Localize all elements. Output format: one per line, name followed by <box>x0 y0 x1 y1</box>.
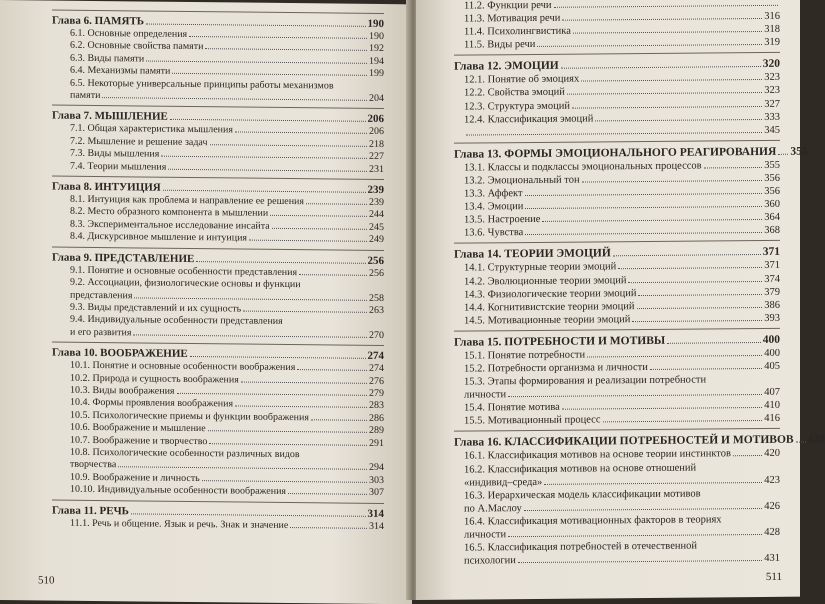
chapter-heading-page: 314 <box>367 507 384 520</box>
toc-entry-page: 323 <box>764 72 780 84</box>
toc-entry-title: 8.2. Место образного компонента в мышлении <box>70 206 269 220</box>
chapter-rule <box>454 428 780 432</box>
chapter-heading-title: Глава 11. РЕЧЬ <box>52 504 129 517</box>
dot-leader <box>562 18 762 21</box>
dot-leader <box>628 280 762 282</box>
toc-entry-title: 15.5. Мотивационный процесс <box>464 414 601 427</box>
toc-entry-title: 6.5. Некоторые универсальные принципы работы механизмов <box>70 77 334 92</box>
dot-leader <box>567 92 762 95</box>
chapter-heading-title: Глава 6. ПАМЯТЬ <box>52 14 145 28</box>
toc-entry-title: 11.4. Психолингвистика <box>464 25 571 38</box>
toc-entry-title: 14.3. Физиологические теории эмоций <box>464 287 637 301</box>
toc-entry-title: 13.2. Эмоциональный тон <box>464 174 580 187</box>
dot-leader <box>778 154 788 155</box>
toc-entry <box>464 36 780 52</box>
toc-entry <box>70 160 384 176</box>
toc-entry-title: 7.3. Виды мышления <box>70 147 160 160</box>
dot-leader <box>241 381 367 383</box>
toc-entry-page: 307 <box>369 487 384 499</box>
toc-entry-title: 9.1. Понятие и основные особенности представления <box>70 264 298 278</box>
toc-entry-title: личности <box>464 529 507 541</box>
toc-entry-page: 371 <box>764 260 780 272</box>
toc-entry-page: 263 <box>369 304 384 316</box>
toc-entry-page: 407 <box>764 386 780 399</box>
dot-leader <box>249 240 367 242</box>
toc-entry <box>464 412 780 428</box>
dot-leader <box>796 442 806 443</box>
toc-entry-title: 10.5. Психологические приемы и функции воображения <box>70 409 309 423</box>
toc-entry-title: 16.4. Классификация мотивационных факторов в теориях <box>464 514 722 528</box>
chapter-rule <box>52 499 384 503</box>
dot-leader <box>306 203 367 205</box>
toc-entry-page: 379 <box>764 286 780 298</box>
toc-entry-title: 8.3. Экспериментальное исследование инсайта <box>70 218 270 232</box>
toc-entry-page: 318 <box>764 24 780 36</box>
toc-entry-title: 10.9. Воображение и личность <box>70 471 200 484</box>
chapter-heading-title: Глава 9. ПРЕДСТАВЛЕНИЕ <box>52 251 195 265</box>
toc-entry-page: 423 <box>764 474 780 486</box>
toc-entry-title: 14.1. Структурные теории эмоций <box>464 261 617 274</box>
toc-entry-page: 276 <box>369 375 384 387</box>
toc-entry-title: 11.1. Речь и общение. Язык и речь. Знак и значение <box>70 517 289 531</box>
toc-entry-title: «индивид–среда» <box>464 476 543 489</box>
dot-leader <box>272 228 367 230</box>
toc-entry-title: 15.2. Потребности организма и личности <box>464 361 648 375</box>
toc-entry-page: 327 <box>764 98 780 110</box>
toc-entry-page: 249 <box>369 234 384 246</box>
chapter-heading-page: 355 <box>790 145 808 158</box>
chapter-rule <box>454 240 780 244</box>
dot-leader <box>235 406 367 408</box>
toc-entry-title: 9.3. Виды представлений и их сущность <box>70 301 242 315</box>
dot-leader <box>613 254 761 256</box>
dot-leader <box>572 106 762 109</box>
toc-entry-page: 283 <box>369 400 384 412</box>
toc-entry-title: и его развития <box>70 326 132 339</box>
chapter-rule <box>454 328 780 332</box>
toc-entry-page: 303 <box>369 474 384 486</box>
chapter-heading-title: Глава 10. ВООБРАЖЕНИЕ <box>52 346 188 361</box>
toc-entry-title: 9.4. Индивидуальные особенности представления <box>70 314 283 328</box>
toc-entry-title: 7.2. Мышление и решение задач <box>70 135 208 149</box>
dot-leader <box>270 215 367 217</box>
dot-leader <box>733 455 762 456</box>
left-page <box>0 0 412 604</box>
toc-entry-page: 194 <box>369 55 384 67</box>
toc-entry-title: 10.4. Формы проявления воображения <box>70 397 234 410</box>
chapter-heading-page: 274 <box>367 349 384 363</box>
toc-entry-page: 368 <box>764 225 780 237</box>
toc-entry-title: 15.1. Понятие потребности <box>464 349 586 362</box>
toc-entry-page: 416 <box>764 413 780 425</box>
dot-leader <box>544 482 762 485</box>
toc-entry-title: 12.1. Понятие об эмоциях <box>464 73 580 86</box>
chapter-rule <box>454 140 780 144</box>
toc-entry-title: 11.2. Функции речи <box>464 0 552 12</box>
chapter-rule <box>52 342 384 346</box>
dot-leader <box>133 334 367 337</box>
chapter-heading-page: 239 <box>367 183 384 197</box>
toc-entry-title: 13.3. Аффект <box>464 188 523 200</box>
chapter-rule <box>454 52 780 56</box>
toc-entry <box>464 312 780 328</box>
chapter-heading-title: Глава 14. ТЕОРИИ ЭМОЦИЙ <box>454 247 611 262</box>
dot-leader <box>208 430 367 433</box>
toc-entry-title: 11.3. Мотивация речи <box>464 12 561 25</box>
toc-entry-page: 192 <box>369 43 384 55</box>
dot-leader <box>582 180 763 183</box>
dot-leader <box>189 36 367 39</box>
chapter-rule <box>52 10 384 14</box>
left-page-number: 510 <box>38 574 55 587</box>
toc-entry-page: 279 <box>369 387 384 399</box>
dot-leader <box>542 219 762 222</box>
dot-leader <box>704 167 763 169</box>
dot-leader <box>650 368 762 370</box>
toc-entry-title: по А.Маслоу <box>464 502 522 515</box>
toc-entry-page: 400 <box>764 347 780 359</box>
dot-leader <box>524 508 763 511</box>
dot-leader <box>537 44 762 47</box>
chapter-heading-page: 371 <box>762 246 780 259</box>
toc-entry-title: 14.5. Мотивационные теории эмоций <box>464 313 631 327</box>
dot-leader <box>131 513 366 516</box>
chapter-heading-title: Глава 7. МЫШЛЕНИЕ <box>52 109 168 124</box>
dot-leader <box>637 307 763 309</box>
dot-leader <box>177 393 367 396</box>
dot-leader <box>134 297 367 300</box>
dot-leader <box>618 267 762 269</box>
dot-leader <box>595 119 762 121</box>
toc-entry-title: 16.2. Классификация мотивов на основе отношений <box>464 462 697 476</box>
toc-entry-title: 15.4. Понятие мотива <box>464 401 560 414</box>
left-toc <box>0 6 412 533</box>
toc-entry-page: 270 <box>369 329 384 341</box>
chapter-heading-title: Глава 16. КЛАССИФИКАЦИИ ПОТРЕБНОСТЕЙ И МОТИВОВ <box>454 434 794 450</box>
chapter-heading-page: 400 <box>762 333 780 346</box>
toc-entry-page: 333 <box>764 111 780 123</box>
toc-entry-page: 291 <box>369 437 384 449</box>
toc-entry-title: 7.4. Теории мышления <box>70 160 167 173</box>
toc-entry-page: 204 <box>369 92 384 105</box>
dot-leader <box>587 355 762 358</box>
toc-entry-title: 13.1. Классы и подклассы эмоциональных процессов <box>464 160 702 174</box>
dot-leader <box>561 66 761 69</box>
right-toc <box>416 0 825 568</box>
chapter-rule <box>52 246 384 250</box>
toc-entry-title: памяти <box>70 89 101 102</box>
toc-entry-page: 323 <box>764 85 780 97</box>
chapter-heading-title: Глава 13. ФОРМЫ ЭМОЦИОНАЛЬНОГО РЕАГИРОВАНИЯ <box>454 145 777 161</box>
toc-entry-page: 426 <box>764 500 780 512</box>
dot-leader <box>667 342 761 344</box>
dot-leader <box>202 480 367 483</box>
toc-entry-title: 16.1. Классификация мотивов на основе теории инстинктов <box>464 448 731 463</box>
chapter-rule <box>52 176 384 180</box>
toc-entry-page: 274 <box>369 362 384 375</box>
toc-entry <box>70 326 384 342</box>
dot-leader <box>196 261 365 264</box>
toc-entry-page: 231 <box>369 163 384 175</box>
toc-entry-page: 356 <box>764 172 780 184</box>
toc-entry-title: 10.2. Природа и сущность воображения <box>70 372 239 386</box>
toc-entry-page: 245 <box>369 221 384 233</box>
dot-leader <box>172 73 367 76</box>
dot-leader <box>290 527 367 529</box>
toc-entry-title: творчества <box>70 459 117 471</box>
toc-entry <box>70 231 384 247</box>
toc-entry <box>464 224 780 240</box>
toc-entry-page: 286 <box>369 412 384 424</box>
toc-entry-page: 393 <box>764 312 780 324</box>
chapter-heading-page: 256 <box>367 254 384 267</box>
toc-entry-page: 218 <box>369 138 384 150</box>
toc-entry-page: 206 <box>369 126 384 138</box>
dot-leader <box>288 493 367 495</box>
dot-leader <box>297 369 367 371</box>
toc-entry-title: 10.7. Воображение и творчество <box>70 434 208 447</box>
toc-entry-page: 405 <box>764 360 780 372</box>
dot-leader <box>168 168 367 171</box>
toc-entry-title: 6.3. Виды памяти <box>70 52 145 65</box>
dot-leader <box>118 467 367 471</box>
chapter-heading-page: 420 <box>807 433 825 447</box>
toc-entry-page: 355 <box>764 159 780 171</box>
toc-entry-title: 9.2. Ассоциации, физиологические основы и функции <box>70 276 301 291</box>
dot-leader <box>508 394 762 397</box>
chapter-heading-title: Глава 12. ЭМОЦИИ <box>454 60 559 74</box>
toc-entry-page: 289 <box>369 425 384 437</box>
toc-entry-title: 6.1. Основные определения <box>70 27 188 40</box>
chapter-heading-page: 190 <box>367 17 384 31</box>
toc-entry-page: 256 <box>369 267 384 279</box>
dot-leader <box>466 132 762 136</box>
toc-entry-page: 258 <box>369 292 384 304</box>
dot-leader <box>235 132 367 134</box>
dot-leader <box>190 356 366 359</box>
right-page <box>416 0 825 600</box>
toc-entry-page: 420 <box>764 448 780 460</box>
toc-entry-title: 13.4. Эмоции <box>464 201 524 213</box>
dot-leader <box>508 534 762 537</box>
toc-entry-page: 227 <box>369 151 384 163</box>
toc-entry <box>464 124 780 140</box>
dot-leader <box>632 320 762 322</box>
toc-entry-title: 12.4. Классификация эмоций <box>464 113 594 126</box>
dot-leader <box>209 443 367 446</box>
toc-entry <box>70 517 384 533</box>
chapter-rule <box>52 105 384 109</box>
toc-entry-title: 10.8. Психологические особенности различных видов <box>70 446 300 461</box>
chapter-heading-page: 206 <box>367 113 384 126</box>
dot-leader <box>243 310 367 312</box>
dot-leader <box>146 24 365 27</box>
toc-entry-page: 364 <box>764 212 780 224</box>
toc-entry-page: 190 <box>369 30 384 43</box>
dot-leader <box>210 144 368 147</box>
toc-entry-title: 13.6. Чувства <box>464 227 524 239</box>
chapter-heading-title: Глава 15. ПОТРЕБНОСТИ И МОТИВЫ <box>454 334 666 349</box>
toc-entry-page: 410 <box>764 400 780 412</box>
toc-entry-page: 199 <box>369 68 384 80</box>
toc-entry-page: 294 <box>369 462 384 474</box>
dot-leader <box>525 193 763 196</box>
dot-leader <box>554 5 778 8</box>
toc-entry-title: 6.4. Механизмы памяти <box>70 64 171 78</box>
dot-leader <box>170 119 366 122</box>
chapter-heading-title: Глава 8. ИНТУИЦИЯ <box>52 180 161 194</box>
toc-entry-title: 16.3. Иерархическая модель классификации мотивов <box>464 488 701 502</box>
toc-entry-title: 12.3. Структура эмоций <box>464 100 570 113</box>
toc-entry-page: 319 <box>764 37 780 49</box>
toc-entry-page: 239 <box>369 196 384 209</box>
toc-entry-title: 7.1. Общая характеристика мышления <box>70 123 233 136</box>
toc-entry-page: 431 <box>764 553 780 565</box>
dot-leader <box>638 294 762 296</box>
toc-entry-page: 386 <box>764 299 780 311</box>
toc-entry-title: 6.2. Основные свойства памяти <box>70 40 204 53</box>
dot-leader <box>299 274 367 276</box>
toc-entry-title: 12.2. Свойства эмоций <box>464 87 565 100</box>
toc-entry-title: 11.5. Виды речи <box>464 39 536 51</box>
dot-leader <box>525 206 762 209</box>
dot-leader <box>163 190 366 193</box>
dot-leader <box>146 60 367 63</box>
toc-entry-page: 374 <box>764 273 780 285</box>
toc-entry-title: 8.4. Дискурсивное мышление и интуиция <box>70 231 248 244</box>
dot-leader <box>525 232 762 235</box>
toc-entry-title: 16.5. Классификация потребностей в отечественной <box>464 540 697 554</box>
toc-entry-title: 14.2. Эволюционные теории эмоций <box>464 274 627 288</box>
toc-entry <box>464 552 780 568</box>
toc-entry-page: 356 <box>764 185 780 197</box>
toc-entry-title: 14.4. Когнитивистские теории эмоций <box>464 300 635 314</box>
toc-entry-title: психологии <box>464 555 516 567</box>
right-page-number: 511 <box>765 570 782 583</box>
dot-leader <box>311 419 367 421</box>
toc-entry <box>70 90 384 106</box>
dot-leader <box>102 97 367 101</box>
toc-entry-title: 15.3. Этапы формирования и реализации потребности <box>464 374 707 388</box>
dot-leader <box>518 560 762 563</box>
toc-entry-title: 10.6. Воображение и мышление <box>70 421 206 435</box>
toc-entry-page: 244 <box>369 209 384 221</box>
dot-leader <box>562 407 762 410</box>
toc-entry-page: 314 <box>369 520 384 532</box>
chapter-heading-page: 320 <box>762 58 780 71</box>
toc-entry-title: 13.5. Настроение <box>464 214 541 226</box>
toc-entry-title: представления <box>70 289 133 301</box>
toc-entry-page: 345 <box>764 124 780 136</box>
dot-leader <box>161 156 367 159</box>
toc-entry-title: 10.1. Понятие и основные особенности воображения <box>70 359 296 374</box>
toc-entry-page: 360 <box>764 198 780 211</box>
dot-leader <box>573 31 762 34</box>
dot-leader <box>205 49 367 52</box>
toc-entry-title: личности <box>464 389 507 401</box>
dot-leader <box>581 79 762 82</box>
toc-entry-title: 8.1. Интуиция как проблема и направление ее решения <box>70 193 305 208</box>
toc-entry-title: 10.3. Виды воображения <box>70 384 175 397</box>
dot-leader <box>603 420 763 422</box>
toc-entry-page: 428 <box>764 526 780 538</box>
toc-entry-page: 316 <box>764 10 780 23</box>
toc-entry <box>70 484 384 500</box>
toc-entry-title: 10.10. Индивидуальные особенности воображения <box>70 483 287 498</box>
